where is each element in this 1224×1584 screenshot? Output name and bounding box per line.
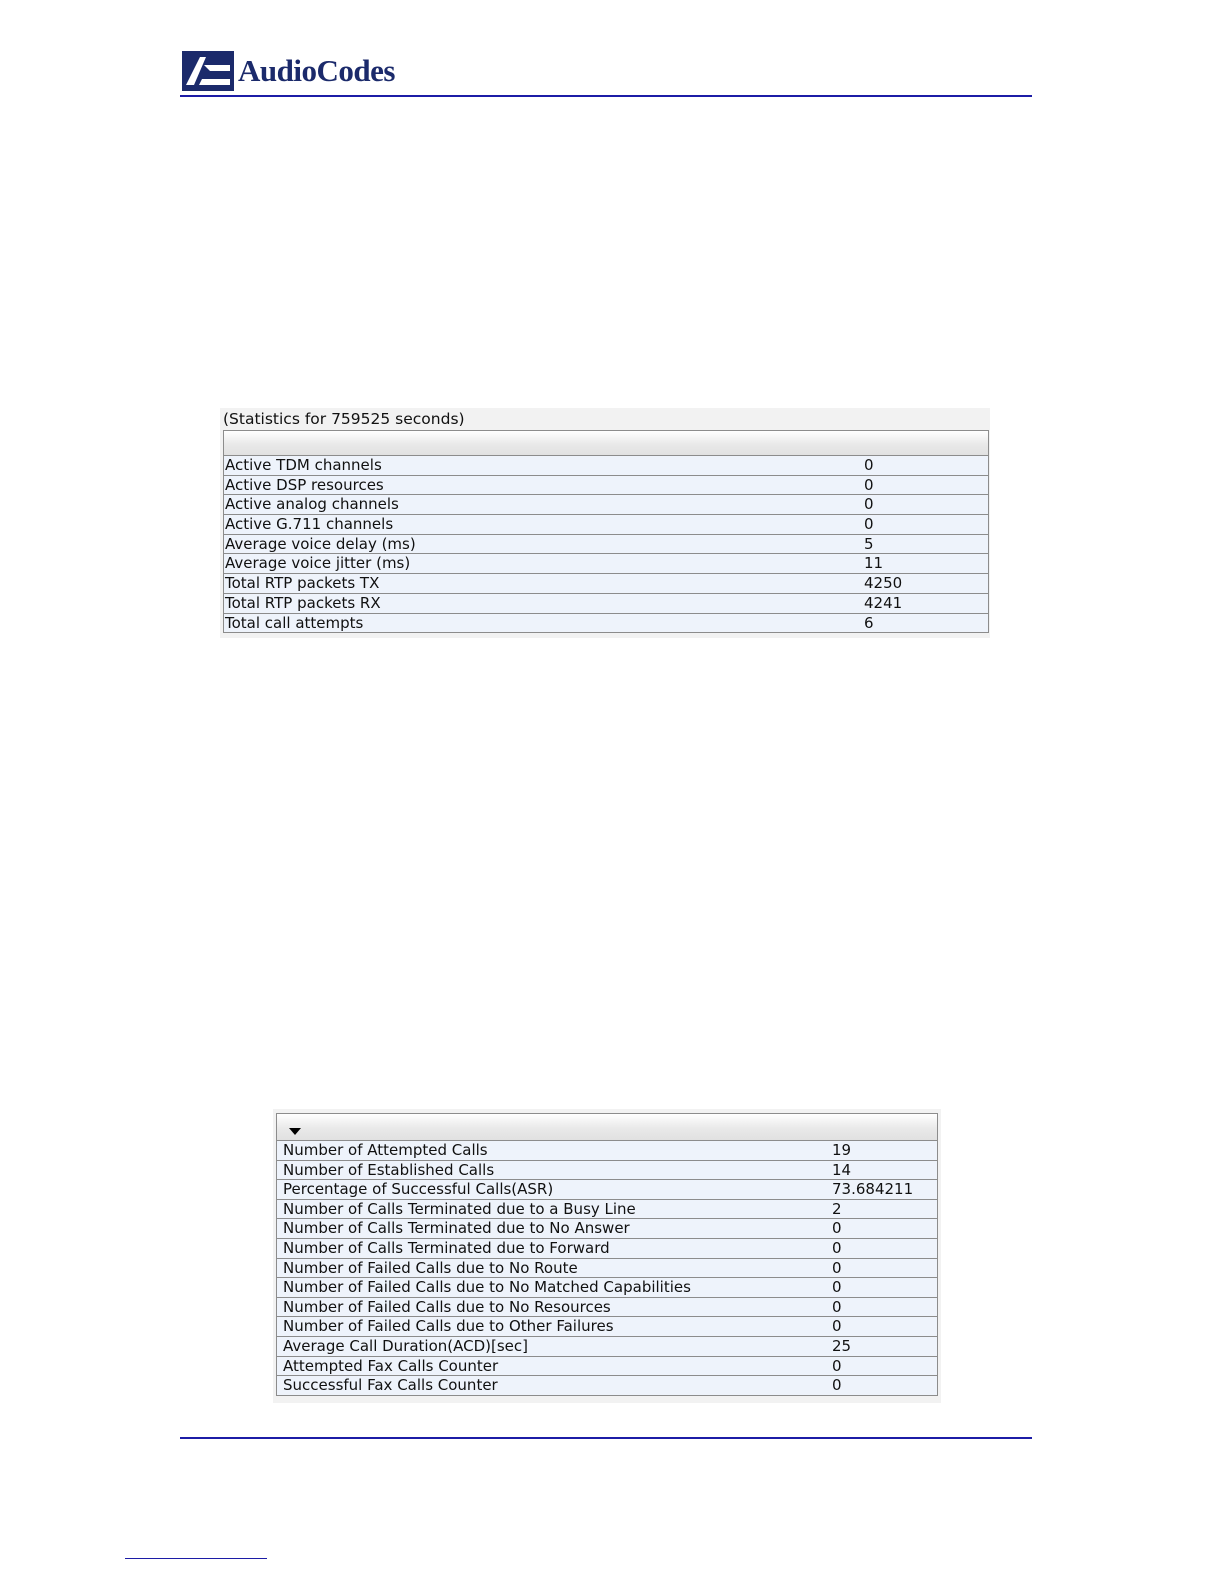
row-value: 0 bbox=[832, 1278, 842, 1297]
row-value: 14 bbox=[832, 1160, 852, 1179]
row-value: 0 bbox=[864, 515, 874, 534]
table-row bbox=[224, 476, 988, 496]
row-label: Number of Failed Calls due to No Resources bbox=[283, 1297, 611, 1316]
table-row bbox=[224, 456, 988, 476]
row-value: 0 bbox=[832, 1219, 842, 1238]
row-value: 2 bbox=[832, 1199, 842, 1218]
table-row bbox=[277, 1278, 937, 1298]
table-row bbox=[277, 1141, 937, 1161]
row-value: 19 bbox=[832, 1141, 852, 1159]
table-row bbox=[277, 1337, 937, 1357]
table-row bbox=[224, 554, 988, 574]
row-value: 6 bbox=[864, 613, 874, 632]
table-row bbox=[224, 574, 988, 594]
row-label: Attempted Fax Calls Counter bbox=[283, 1356, 499, 1375]
brand-name: AudioCodes bbox=[238, 53, 395, 88]
row-label: Number of Attempted Calls bbox=[283, 1141, 488, 1159]
table-row bbox=[277, 1239, 937, 1259]
row-label: Number of Calls Terminated due to Forward bbox=[283, 1238, 610, 1257]
row-label: Average Call Duration(ACD)[sec] bbox=[283, 1336, 529, 1355]
row-label: Active TDM channels bbox=[225, 456, 382, 474]
call-counters-panel bbox=[273, 1109, 941, 1403]
table-row bbox=[277, 1219, 937, 1239]
table-row bbox=[277, 1180, 937, 1200]
row-label: Number of Calls Terminated due to No Answer bbox=[283, 1219, 630, 1238]
row-value: 0 bbox=[832, 1297, 842, 1316]
table-row bbox=[277, 1298, 937, 1318]
table-row bbox=[277, 1259, 937, 1279]
brand-logo bbox=[182, 50, 395, 92]
row-value: 4241 bbox=[864, 593, 903, 612]
row-label: Active analog channels bbox=[225, 495, 399, 514]
row-value: 11 bbox=[864, 554, 884, 573]
row-value: 0 bbox=[832, 1356, 842, 1375]
row-value: 0 bbox=[832, 1238, 842, 1257]
audiocodes-logo-icon bbox=[182, 51, 234, 91]
footer-rule bbox=[180, 1437, 1032, 1439]
row-value: 0 bbox=[832, 1317, 842, 1336]
table-row bbox=[224, 614, 988, 633]
statistics-table bbox=[223, 430, 989, 633]
statistics-panel bbox=[220, 408, 990, 638]
table-row bbox=[277, 1200, 937, 1220]
row-label: Average voice jitter (ms) bbox=[225, 554, 411, 573]
row-label: Active DSP resources bbox=[225, 475, 384, 494]
table-row bbox=[224, 535, 988, 555]
table-header bbox=[224, 431, 988, 456]
table-row bbox=[224, 515, 988, 535]
row-label: Successful Fax Calls Counter bbox=[283, 1376, 498, 1395]
row-label: Number of Failed Calls due to No Matched Capabilities bbox=[283, 1278, 691, 1297]
row-label: Number of Failed Calls due to Other Failures bbox=[283, 1317, 614, 1336]
row-label: Active G.711 channels bbox=[225, 515, 394, 534]
table-row bbox=[277, 1376, 937, 1395]
table-row bbox=[224, 594, 988, 614]
row-label: Average voice delay (ms) bbox=[225, 534, 416, 553]
call-counters-table bbox=[276, 1113, 938, 1396]
row-label: Number of Established Calls bbox=[283, 1160, 495, 1179]
triangle-down-icon[interactable] bbox=[289, 1128, 301, 1135]
row-label: Total RTP packets RX bbox=[225, 593, 381, 612]
row-value: 4250 bbox=[864, 574, 903, 593]
row-value: 73.684211 bbox=[832, 1180, 914, 1199]
row-value: 0 bbox=[864, 475, 874, 494]
row-value: 25 bbox=[832, 1336, 852, 1355]
row-value: 0 bbox=[832, 1258, 842, 1277]
row-value: 5 bbox=[864, 534, 874, 553]
table-row bbox=[224, 495, 988, 515]
row-label: Total RTP packets TX bbox=[225, 574, 380, 593]
table-row bbox=[277, 1357, 937, 1377]
footnote-separator bbox=[125, 1558, 267, 1559]
header-rule bbox=[180, 95, 1032, 97]
table-row bbox=[277, 1317, 937, 1337]
row-value: 0 bbox=[832, 1376, 842, 1395]
row-label: Number of Failed Calls due to No Route bbox=[283, 1258, 578, 1277]
row-label: Percentage of Successful Calls(ASR) bbox=[283, 1180, 554, 1199]
row-label: Total call attempts bbox=[225, 613, 364, 632]
table-header bbox=[277, 1114, 937, 1141]
statistics-caption: (Statistics for 759525 seconds) bbox=[223, 410, 465, 428]
row-value: 0 bbox=[864, 495, 874, 514]
row-value: 0 bbox=[864, 456, 874, 474]
table-row bbox=[277, 1161, 937, 1181]
row-label: Number of Calls Terminated due to a Busy Line bbox=[283, 1199, 636, 1218]
